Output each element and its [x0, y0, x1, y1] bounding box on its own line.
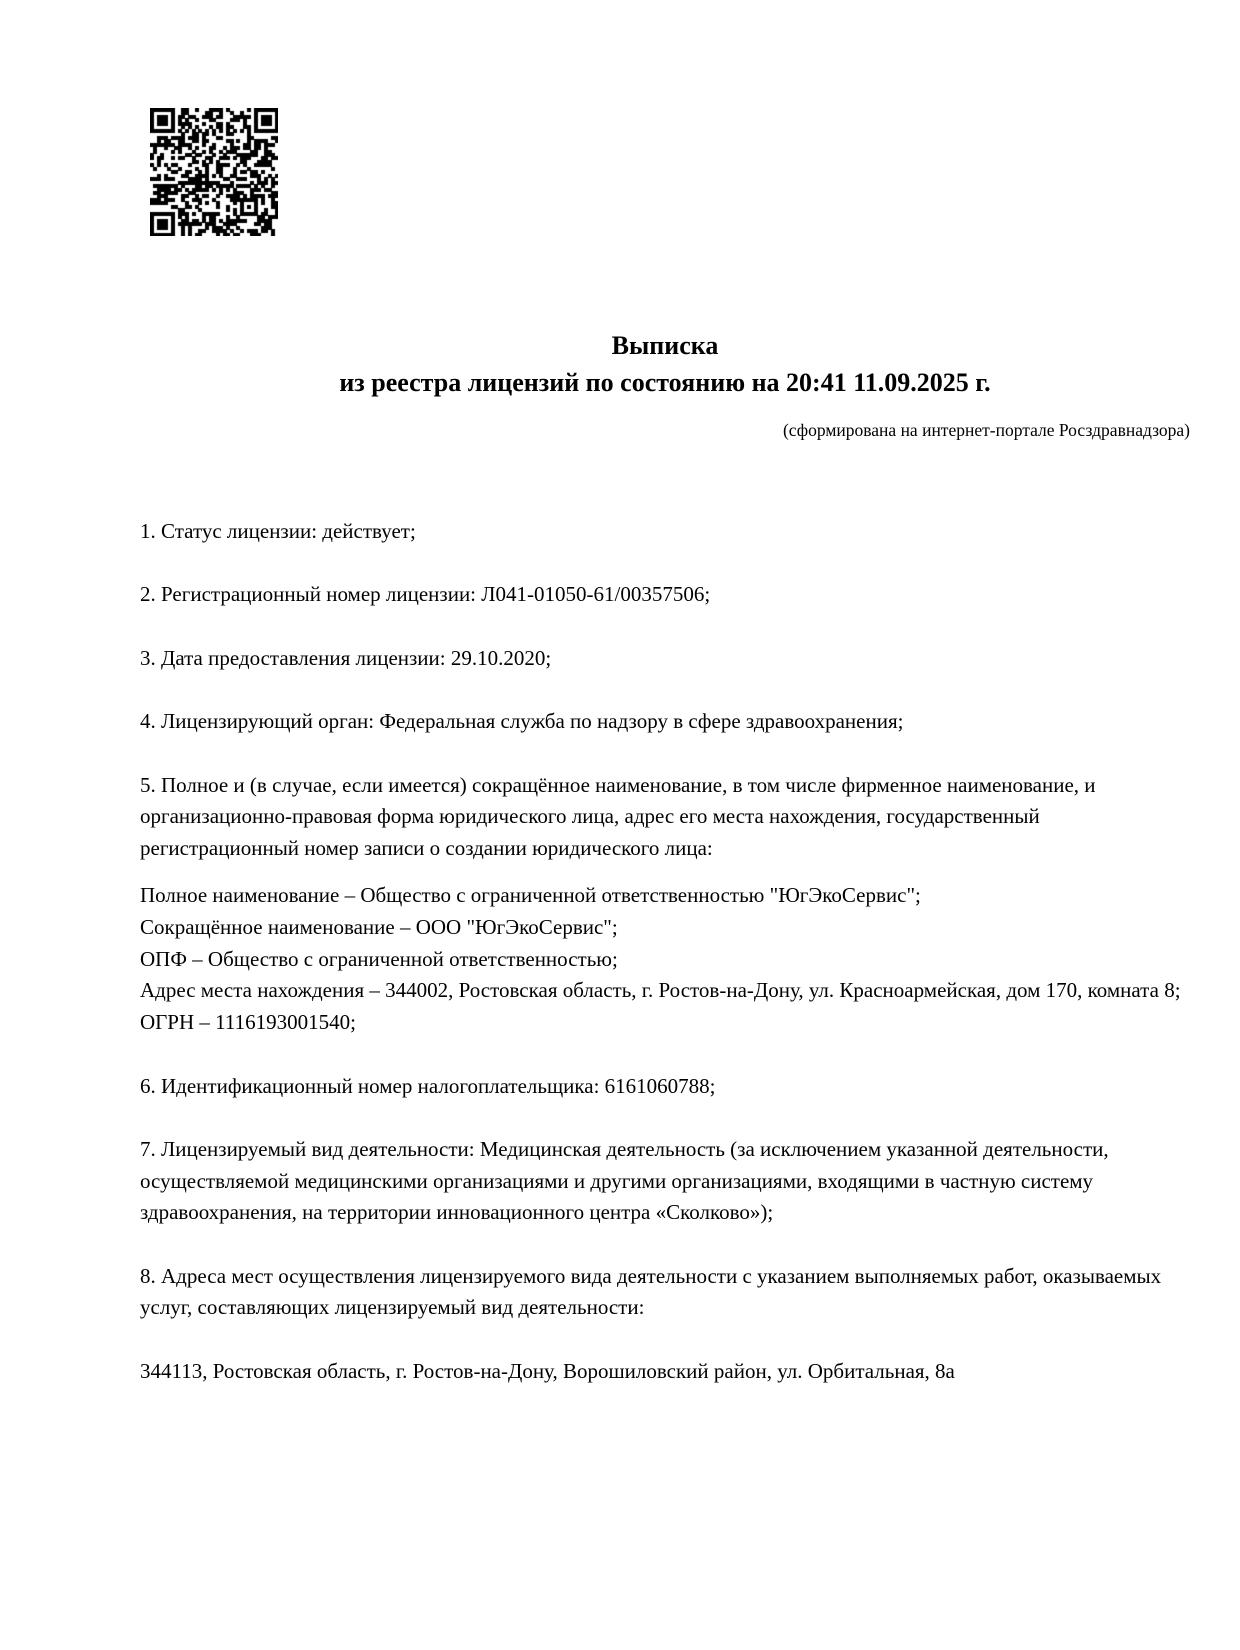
entity-address: Адрес места нахождения – 344002, Ростовская область, г. Ростов-на-Дону, ул. Красноармейская, дом 170, комната 8;: [140, 978, 1181, 1003]
paragraph-entity-intro: 5. Полное и (в случае, если имеется) сокращённое наименование, в том числе фирменное наименование, и организационно-правовая форма юридического лица, адрес его места нахождения, государственный регистрационный номер записи о создании юридического лица:: [140, 772, 1096, 860]
entity-opf: ОПФ – Общество с ограниченной ответственностью;: [140, 946, 618, 971]
title-line-2: из реестра лицензий по состоянию на 20:41 11.09.2025 г.: [339, 368, 991, 397]
document-title: [140, 327, 1190, 401]
document-body: [140, 516, 1196, 1419]
paragraph-registration-number: 2. Регистрационный номер лицензии: Л041-01050-61/00357506;: [140, 582, 711, 607]
paragraph-licensing-authority: 4. Лицензирующий орган: Федеральная служба по надзору в сфере здравоохранения;: [140, 709, 904, 734]
paragraph-inn: 6. Идентификационный номер налогоплательщика: 6161060788;: [140, 1073, 716, 1098]
paragraph-license-status: 1. Статус лицензии: действует;: [140, 519, 416, 543]
paragraph-activity-type: 7. Лицензируемый вид деятельности: Медицинская деятельность (за исключением указанной деятельности, осуществляемой медицинскими организациями и другими организациями, входящими в частную систему здравоохранения, на территории инновационного центра «Сколково»);: [140, 1136, 1109, 1225]
document-subtitle: (сформирована на интернет-портале Росздравнадзора): [782, 420, 1190, 440]
paragraph-activity-address: 344113, Ростовская область, г. Ростов-на-Дону, Ворошиловский район, ул. Орбитальная, 8а: [140, 1358, 955, 1383]
entity-ogrn: ОГРН – 1116193001540;: [140, 1010, 356, 1035]
title-line-1: Выписка: [611, 331, 719, 360]
paragraph-activity-addresses-intro: 8. Адреса мест осуществления лицензируемого вида деятельности с указанием выполняемых работ, оказываемых услуг, составляющих лицензируемый вид деятельности:: [140, 1263, 1162, 1320]
entity-full-name: Полное наименование – Общество с ограниченной ответственностью "ЮгЭкоСервис";: [140, 883, 921, 908]
qr-code-icon: [150, 108, 278, 236]
entity-short-name: Сокращённое наименование – ООО "ЮгЭкоСервис";: [140, 915, 618, 940]
paragraph-grant-date: 3. Дата предоставления лицензии: 29.10.2020;: [140, 645, 552, 670]
entity-details-block: [140, 880, 1196, 1039]
